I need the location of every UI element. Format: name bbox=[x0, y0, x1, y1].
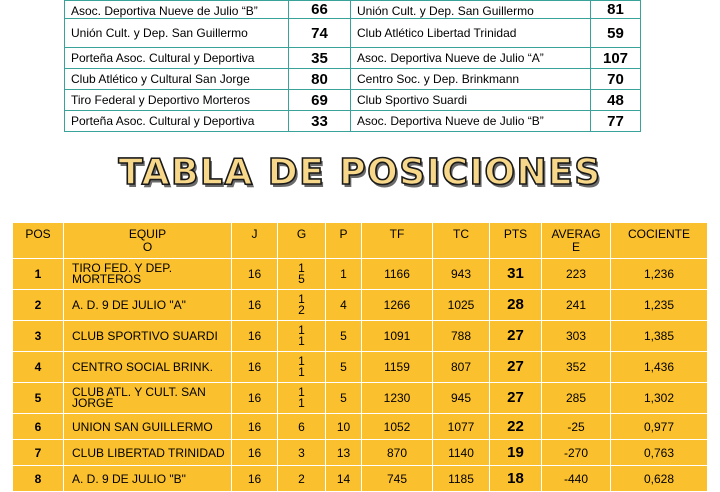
row-g-digit1: 1 bbox=[298, 323, 305, 337]
away-team: Asoc. Deportiva Nueve de Julio “B” bbox=[351, 111, 591, 132]
row-pos: 8 bbox=[13, 466, 64, 492]
row-g: 6 bbox=[278, 414, 326, 440]
home-score: 66 bbox=[289, 1, 351, 19]
standings-title: TABLA DE POSICIONES bbox=[118, 152, 602, 193]
row-average: 285 bbox=[542, 383, 611, 414]
row-p: 5 bbox=[326, 321, 362, 352]
row-tc: 1025 bbox=[433, 290, 490, 321]
row-pts: 27 bbox=[490, 383, 542, 414]
row-g-digit2: 1 bbox=[298, 396, 305, 410]
standings-header-row bbox=[13, 223, 708, 259]
row-average: 352 bbox=[542, 352, 611, 383]
row-tc: 943 bbox=[433, 259, 490, 290]
row-team bbox=[64, 383, 232, 414]
standings-row bbox=[13, 383, 708, 414]
standings-row bbox=[13, 352, 708, 383]
header-g: G bbox=[278, 223, 326, 259]
header-equipo-line2: O bbox=[142, 240, 153, 254]
result-row bbox=[65, 19, 641, 48]
row-team: UNION SAN GUILLERMO bbox=[64, 414, 232, 440]
away-team: Asoc. Deportiva Nueve de Julio “A” bbox=[351, 48, 591, 69]
row-pos: 7 bbox=[13, 440, 64, 466]
home-team: Asoc. Deportiva Nueve de Julio “B” bbox=[65, 1, 289, 19]
standings-row bbox=[13, 466, 708, 492]
row-tf: 1159 bbox=[362, 352, 433, 383]
header-pts: PTS bbox=[490, 223, 542, 259]
home-score: 69 bbox=[289, 90, 351, 111]
row-cociente: 1,436 bbox=[611, 352, 708, 383]
row-team bbox=[64, 259, 232, 290]
row-cociente: 1,236 bbox=[611, 259, 708, 290]
row-j: 16 bbox=[232, 383, 278, 414]
row-tc: 807 bbox=[433, 352, 490, 383]
row-team-line2: MORTEROS bbox=[72, 272, 142, 286]
row-average: 241 bbox=[542, 290, 611, 321]
row-pos: 1 bbox=[13, 259, 64, 290]
standings-row bbox=[13, 414, 708, 440]
row-tf: 1230 bbox=[362, 383, 433, 414]
home-team: Tiro Federal y Deportivo Morteros bbox=[65, 90, 289, 111]
row-g bbox=[278, 259, 326, 290]
row-pts: 22 bbox=[490, 414, 542, 440]
away-score: 70 bbox=[591, 69, 641, 90]
row-tc: 945 bbox=[433, 383, 490, 414]
row-g bbox=[278, 352, 326, 383]
result-row bbox=[65, 1, 641, 19]
standings-row bbox=[13, 321, 708, 352]
row-tc: 788 bbox=[433, 321, 490, 352]
away-team: Club Atlético Libertad Trinidad bbox=[351, 19, 591, 48]
row-p: 5 bbox=[326, 352, 362, 383]
row-g-digit2: 5 bbox=[298, 272, 305, 286]
row-pos: 6 bbox=[13, 414, 64, 440]
row-tf: 1052 bbox=[362, 414, 433, 440]
home-team: Unión Cult. y Dep. San Guillermo bbox=[65, 19, 289, 48]
result-row bbox=[65, 111, 641, 132]
away-score: 107 bbox=[591, 48, 641, 69]
row-p: 14 bbox=[326, 466, 362, 492]
home-team: Porteña Asoc. Cultural y Deportiva bbox=[65, 111, 289, 132]
row-p: 10 bbox=[326, 414, 362, 440]
away-score: 48 bbox=[591, 90, 641, 111]
home-score: 74 bbox=[289, 19, 351, 48]
row-tf: 1166 bbox=[362, 259, 433, 290]
row-average: -25 bbox=[542, 414, 611, 440]
row-tc: 1140 bbox=[433, 440, 490, 466]
row-j: 16 bbox=[232, 414, 278, 440]
row-team: CLUB LIBERTAD TRINIDAD bbox=[64, 440, 232, 466]
row-average: -270 bbox=[542, 440, 611, 466]
row-pts: 18 bbox=[490, 466, 542, 492]
row-average: 303 bbox=[542, 321, 611, 352]
header-equipo bbox=[64, 223, 232, 259]
result-row bbox=[65, 69, 641, 90]
row-team-line2: JORGE bbox=[72, 396, 114, 410]
row-p: 1 bbox=[326, 259, 362, 290]
row-j: 16 bbox=[232, 290, 278, 321]
row-p: 13 bbox=[326, 440, 362, 466]
row-g-digit1: 1 bbox=[298, 385, 305, 399]
row-cociente: 1,302 bbox=[611, 383, 708, 414]
row-tc: 1185 bbox=[433, 466, 490, 492]
row-g-digit2: 1 bbox=[298, 365, 305, 379]
standings-table bbox=[12, 222, 708, 492]
home-team: Porteña Asoc. Cultural y Deportiva bbox=[65, 48, 289, 69]
results-table bbox=[64, 0, 641, 132]
standings-row bbox=[13, 440, 708, 466]
row-pts: 28 bbox=[490, 290, 542, 321]
header-cociente: COCIENTE bbox=[611, 223, 708, 259]
row-average: 223 bbox=[542, 259, 611, 290]
row-j: 16 bbox=[232, 352, 278, 383]
home-score: 80 bbox=[289, 69, 351, 90]
row-team-line1: CLUB ATL. Y CULT. SAN bbox=[72, 385, 206, 399]
away-score: 81 bbox=[591, 1, 641, 19]
row-g-digit1: 1 bbox=[298, 354, 305, 368]
header-equipo-line1: EQUIP bbox=[128, 227, 167, 241]
row-j: 16 bbox=[232, 321, 278, 352]
away-score: 59 bbox=[591, 19, 641, 48]
row-pts: 31 bbox=[490, 259, 542, 290]
row-g-digit1: 1 bbox=[298, 261, 305, 275]
standings-row bbox=[13, 259, 708, 290]
header-average-line1: AVERAG bbox=[551, 227, 601, 241]
row-pts: 27 bbox=[490, 352, 542, 383]
row-pos: 5 bbox=[13, 383, 64, 414]
away-team: Club Sportivo Suardi bbox=[351, 90, 591, 111]
row-average: -440 bbox=[542, 466, 611, 492]
row-tf: 1266 bbox=[362, 290, 433, 321]
row-g bbox=[278, 321, 326, 352]
row-pts: 19 bbox=[490, 440, 542, 466]
result-row bbox=[65, 48, 641, 69]
header-average-line2: E bbox=[571, 240, 580, 254]
row-tc: 1077 bbox=[433, 414, 490, 440]
row-pts: 27 bbox=[490, 321, 542, 352]
row-cociente: 0,763 bbox=[611, 440, 708, 466]
row-team: A. D. 9 DE JULIO "A" bbox=[64, 290, 232, 321]
row-p: 4 bbox=[326, 290, 362, 321]
home-score: 35 bbox=[289, 48, 351, 69]
row-team-line1: TIRO FED. Y DEP. bbox=[72, 261, 173, 275]
row-team: A. D. 9 DE JULIO "B" bbox=[64, 466, 232, 492]
away-score: 77 bbox=[591, 111, 641, 132]
standings-row bbox=[13, 290, 708, 321]
result-row bbox=[65, 90, 641, 111]
row-g-digit2: 1 bbox=[298, 334, 305, 348]
row-j: 16 bbox=[232, 466, 278, 492]
home-team: Club Atlético y Cultural San Jorge bbox=[65, 69, 289, 90]
row-pos: 4 bbox=[13, 352, 64, 383]
row-team: CLUB SPORTIVO SUARDI bbox=[64, 321, 232, 352]
row-j: 16 bbox=[232, 259, 278, 290]
home-score: 33 bbox=[289, 111, 351, 132]
row-j: 16 bbox=[232, 440, 278, 466]
row-pos: 2 bbox=[13, 290, 64, 321]
header-tc: TC bbox=[433, 223, 490, 259]
header-pos: POS bbox=[13, 223, 64, 259]
row-tf: 1091 bbox=[362, 321, 433, 352]
row-tf: 870 bbox=[362, 440, 433, 466]
header-tf: TF bbox=[362, 223, 433, 259]
row-g: 2 bbox=[278, 466, 326, 492]
row-cociente: 1,235 bbox=[611, 290, 708, 321]
row-cociente: 1,385 bbox=[611, 321, 708, 352]
row-team: CENTRO SOCIAL BRINK. bbox=[64, 352, 232, 383]
row-p: 5 bbox=[326, 383, 362, 414]
away-team: Centro Soc. y Dep. Brinkmann bbox=[351, 69, 591, 90]
row-tf: 745 bbox=[362, 466, 433, 492]
row-cociente: 0,977 bbox=[611, 414, 708, 440]
row-pos: 3 bbox=[13, 321, 64, 352]
header-p: P bbox=[326, 223, 362, 259]
row-g bbox=[278, 290, 326, 321]
row-g: 3 bbox=[278, 440, 326, 466]
header-average bbox=[542, 223, 611, 259]
header-j: J bbox=[232, 223, 278, 259]
row-g-digit2: 2 bbox=[298, 303, 305, 317]
away-team: Unión Cult. y Dep. San Guillermo bbox=[351, 1, 591, 19]
row-cociente: 0,628 bbox=[611, 466, 708, 492]
row-g bbox=[278, 383, 326, 414]
row-g-digit1: 1 bbox=[298, 292, 305, 306]
